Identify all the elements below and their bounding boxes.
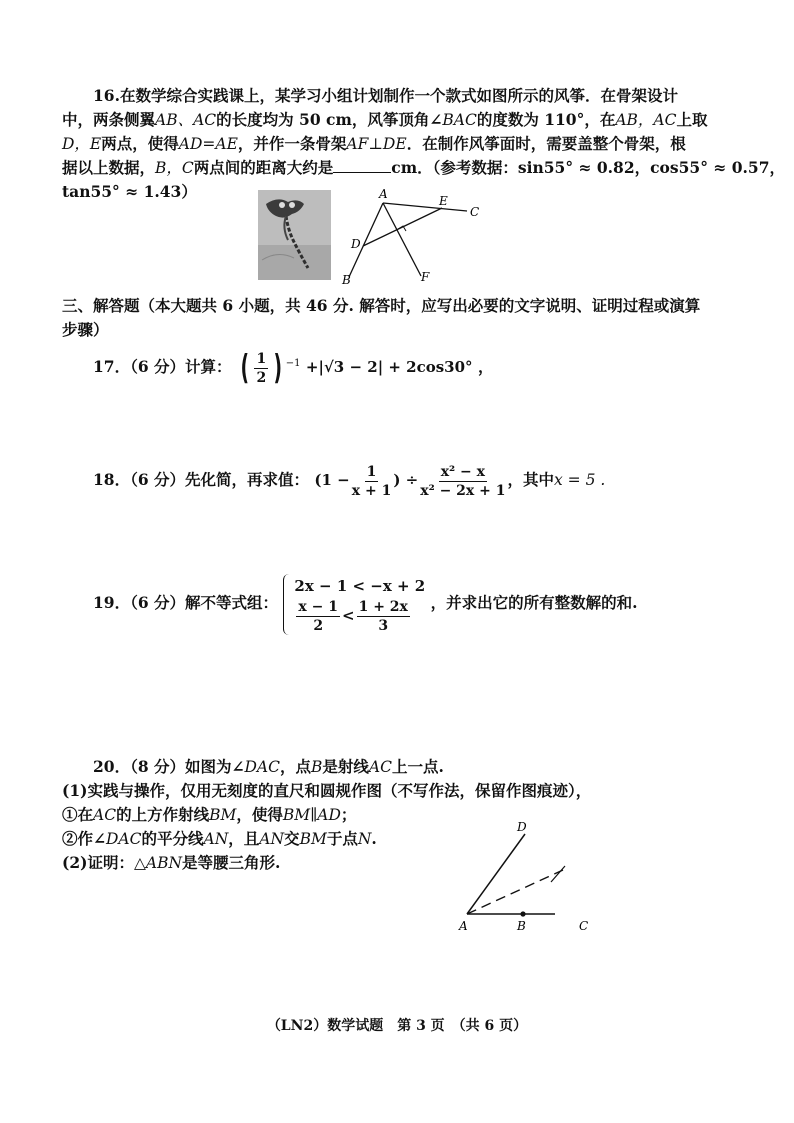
q20-line5: (2)证明：△ABN是等腰三角形. <box>62 853 281 872</box>
inequality-system: 2x − 1 < −x + 2 $\frac{x - 1}{2}$ < $\frac{1 + 2x}{3}$ <box>283 574 425 635</box>
q16-line5: tan55° ≈ 1.43） <box>62 182 197 201</box>
q20-line2: (1)实践与操作，仅用无刻度的直尺和圆规作图（不写作法，保留作图痕迹）， <box>62 781 592 800</box>
label-B: B <box>342 273 351 285</box>
q18: 18．（6 分）先化简，再求值： (1 − $\frac{1}{x + 1}$ ) ÷ $\frac{\text{x² − x}}{\text{x² − 2x + 1}}$ ，其中x = 5 . <box>93 463 606 499</box>
label-E: E <box>439 194 448 208</box>
q16-line1: 16.在数学综合实践课上，某学习小组计划制作一个款式如图所示的风筝．在骨架设计 <box>93 86 678 105</box>
label-D: D <box>517 822 527 834</box>
q19: 19．（6 分）解不等式组： 2x − 1 < −x + 2 $\frac{x - 1}{2}$ < $\frac{1 + 2x}{3}$ ，并求出它的所有整数解的和. <box>93 568 638 638</box>
label-B: B <box>517 919 526 933</box>
q16-line3: D，E两点，使得AD=AE，并作一条骨架AF⊥DE．在制作风筝面时，需要盖整个骨架，根 <box>62 134 686 153</box>
segment-AF <box>383 203 421 276</box>
label-D: D <box>351 237 361 251</box>
q20-line4: ②作∠DAC的平分线AN，且AN交BM于点N. <box>62 829 377 848</box>
answer-blank[interactable] <box>333 158 391 173</box>
label-A: A <box>459 919 468 933</box>
label-C: C <box>579 919 589 933</box>
ray-AD <box>467 834 525 914</box>
page-footer: （LN2）数学试题 第 3 页 （共 6 页） <box>266 1018 528 1034</box>
kite-photo-art <box>258 190 331 280</box>
q16-line2: 中，两条侧翼AB、AC的长度均为 50 cm，风筝顶角∠BAC的度数为 110°，在AB，AC上取 <box>62 110 708 129</box>
bisector-sketch <box>467 870 563 914</box>
q20-line3: ①在AC的上方作射线BM，使得BM∥AD； <box>62 805 357 824</box>
point-B <box>520 911 525 916</box>
section3-line1: 三、解答题（本大题共 6 小题，共 46 分. 解答时，应写出必要的文字说明、证明过程或演算 <box>62 296 701 315</box>
kite-photo <box>258 190 331 280</box>
segment-AC <box>383 203 467 211</box>
construction-arc <box>551 866 565 882</box>
right-angle-mark <box>398 226 406 231</box>
section3-line2: 步骤） <box>62 320 109 339</box>
angle-figure <box>455 822 615 937</box>
label-C: C <box>470 205 480 219</box>
kite-geometry-figure <box>335 185 485 285</box>
q17: 17．（6 分）计算： ( $\frac{1}{2}$ ) $^{-1}$ +|√3 − 2| + 2cos30° ， <box>93 348 494 389</box>
label-A: A <box>379 187 388 201</box>
q20-line1: 20．（8 分）如图为∠DAC，点B是射线AC上一点. <box>93 757 444 776</box>
q16-line4: 据以上数据，B，C两点间的距离大约是 cm．（参考数据：sin55° ≈ 0.82，cos55° ≈ 0.57， <box>62 158 785 177</box>
label-F: F <box>421 270 430 284</box>
